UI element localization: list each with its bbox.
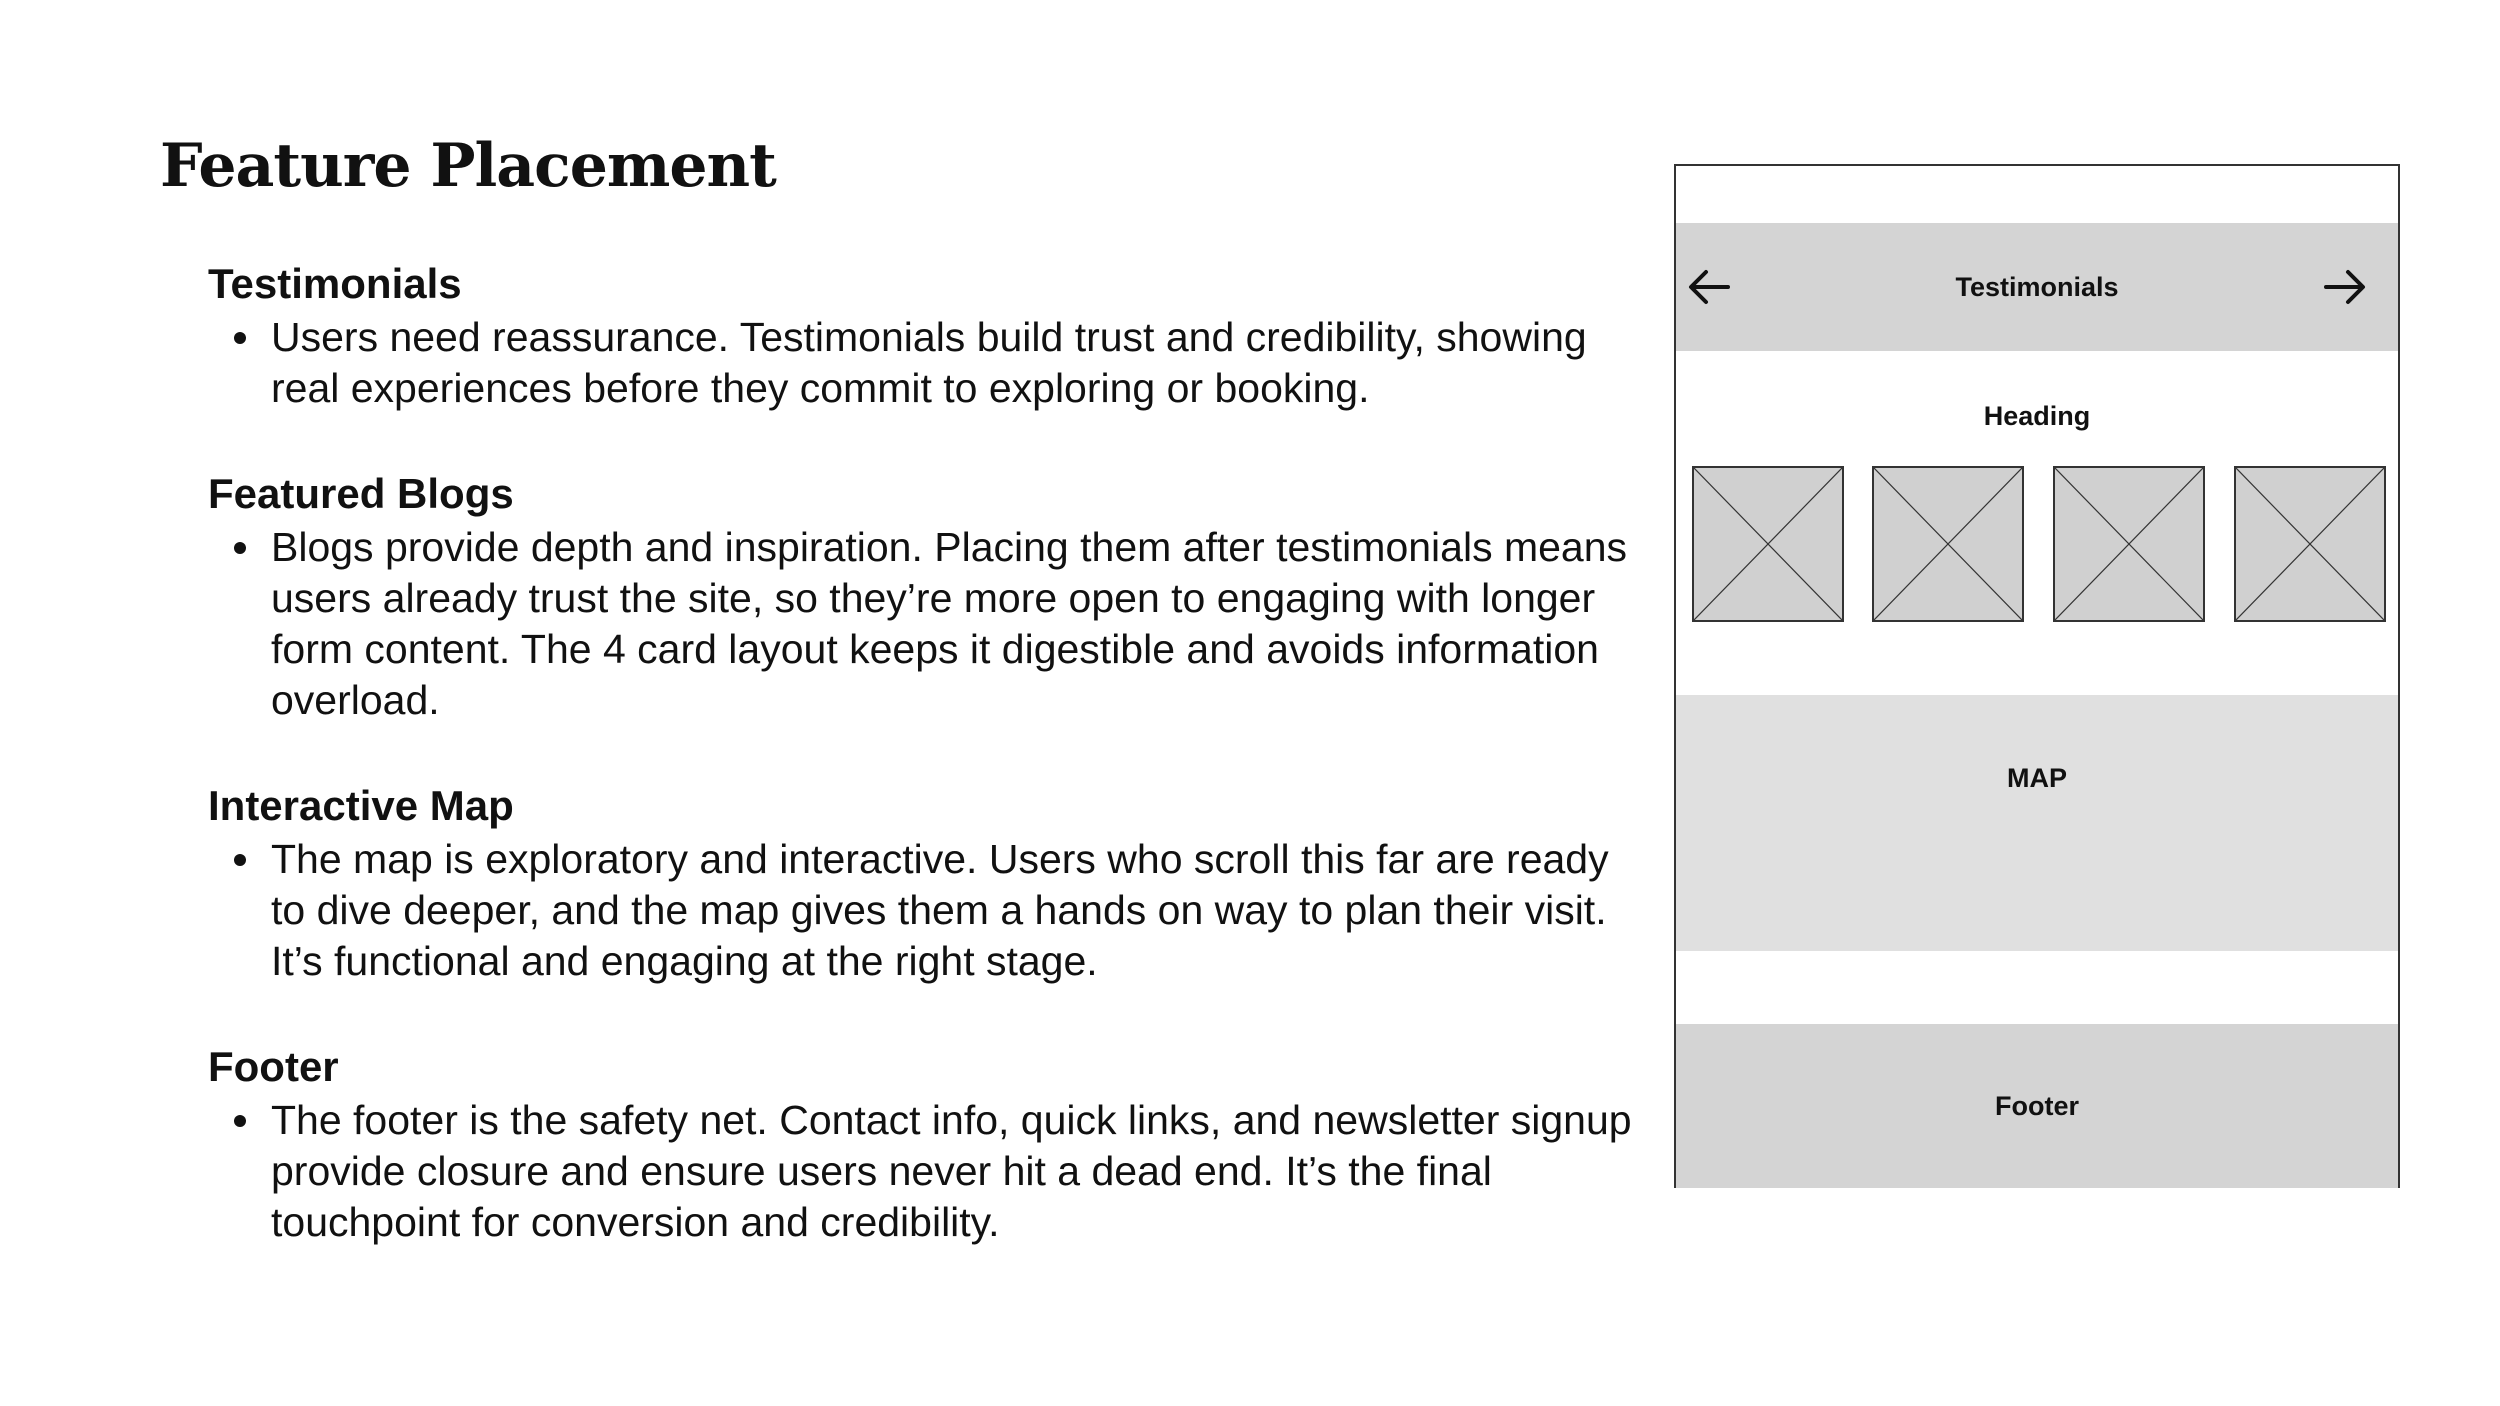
bullet-item: Users need reassurance. Testimonials build trust and credibility, showing real experiences before they commit to exploring or booking. <box>271 312 1648 414</box>
wireframe-heading-label: Heading <box>1983 401 2091 431</box>
image-placeholder-icon <box>2053 466 2205 622</box>
feature-list <box>208 256 1648 1300</box>
section-heading: Testimonials <box>208 260 462 307</box>
bullet-item: Blogs provide depth and inspiration. Placing them after testimonials means users already trust the site, so they’re more open to engaging with longer form content. The 4 card layout keeps it digestible and avoids information overload. <box>271 522 1648 726</box>
section-footer <box>208 1039 1648 1248</box>
wireframe-testimonials-band <box>1676 223 2398 351</box>
section-heading: Interactive Map <box>208 782 514 829</box>
page-title: Feature Placement <box>160 131 776 201</box>
section-heading: Footer <box>208 1043 339 1090</box>
wireframe-footer-label: Footer <box>1995 1090 2079 1121</box>
section-interactive-map <box>208 778 1648 987</box>
bullet-list <box>208 1095 1648 1248</box>
bullet-list <box>208 522 1648 726</box>
bullet-item: The footer is the safety net. Contact info, quick links, and newsletter signup provide closure and ensure users never hit a dead end. It’s the final touchpoint for conversion and credibility. <box>271 1095 1648 1248</box>
wireframe-blog-cards <box>1692 466 2386 622</box>
section-featured-blogs <box>208 466 1648 726</box>
wireframe-testimonials-label: Testimonials <box>1955 271 2119 302</box>
arrow-right-icon[interactable] <box>2320 262 2370 312</box>
page-wireframe <box>1674 164 2400 1188</box>
image-placeholder-icon <box>1872 466 2024 622</box>
section-heading: Featured Blogs <box>208 470 514 517</box>
image-placeholder-icon <box>1692 466 1844 622</box>
image-placeholder-icon <box>2234 466 2386 622</box>
wireframe-map-block <box>1676 695 2398 951</box>
wireframe-footer-block <box>1676 1024 2398 1188</box>
bullet-list <box>208 312 1648 414</box>
section-testimonials <box>208 256 1648 414</box>
bullet-list <box>208 834 1648 987</box>
wireframe-map-label: MAP <box>2007 763 2067 793</box>
bullet-item: The map is exploratory and interactive. Users who scroll this far are ready to dive deeper, and the map gives them a hands on way to plan their visit. It’s functional and engaging at the right stage. <box>271 834 1648 987</box>
arrow-left-icon[interactable] <box>1684 262 1734 312</box>
